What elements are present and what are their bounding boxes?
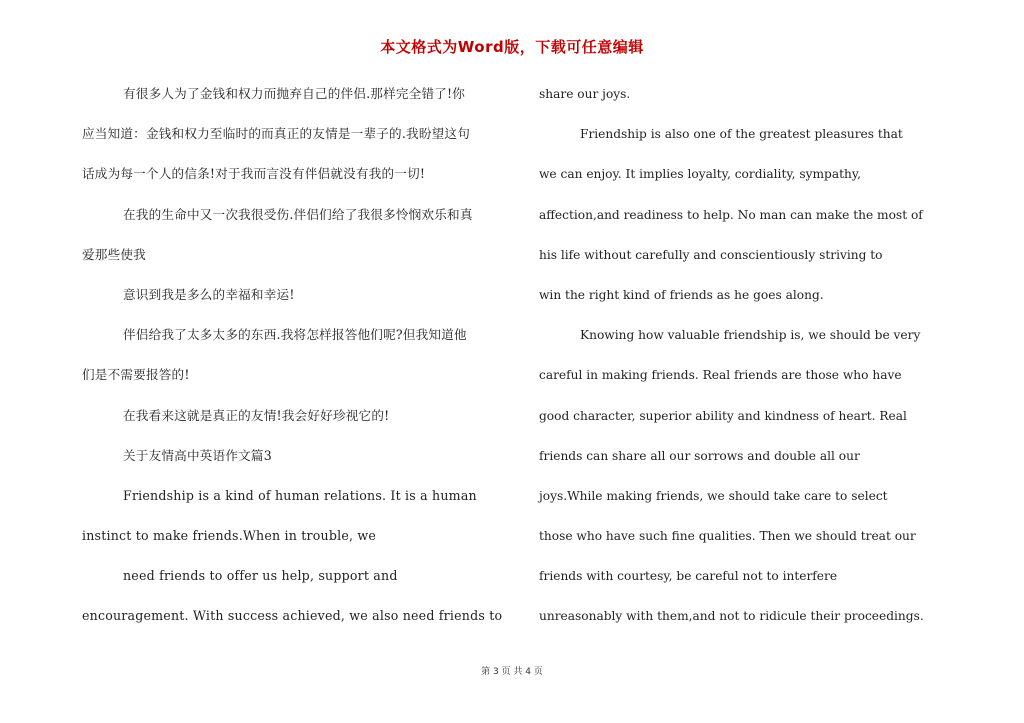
text-line: encouragement. With success achieved, we also need friends to bbox=[82, 608, 503, 624]
right-text-column bbox=[539, 80, 964, 643]
text-line: unreasonably with them,and not to ridicule their proceedings. bbox=[539, 609, 924, 624]
left-text-column bbox=[82, 80, 502, 643]
text-line: Friendship is also one of the greatest pleasures that bbox=[580, 127, 903, 142]
text-line: share our joys. bbox=[539, 87, 631, 101]
text-line: instinct to make friends.When in trouble, we bbox=[82, 528, 377, 544]
text-line: careful in making friends. Real friends are those who have bbox=[539, 368, 902, 383]
text-line: friends with courtesy, be careful not to interfere bbox=[539, 569, 838, 584]
page-header-title: 本文格式为Word版，下载可任意编辑 bbox=[380, 38, 644, 56]
text-line: need friends to offer us help, support and bbox=[123, 568, 398, 584]
text-line: 们是不需要报答的! bbox=[82, 367, 190, 383]
text-line: 意识到我是多么的幸福和幸运! bbox=[123, 286, 295, 302]
text-line: friends can share all our sorrows and double all our bbox=[539, 448, 860, 463]
text-line: 应当知道：金钱和权力至临时的而真正的友情是一辈子的.我盼望这句 bbox=[82, 126, 471, 142]
text-line: 话成为每一个人的信条!对于我而言没有伴侣就没有我的一切! bbox=[82, 166, 426, 182]
text-line: his life without carefully and conscientiously striving to bbox=[539, 247, 883, 262]
text-line: affection,and readiness to help. No man can make the most of bbox=[539, 207, 923, 222]
page-number: 第 3 页 共 4 页 bbox=[481, 667, 543, 677]
text-line: 有很多人为了金钱和权力而抛弃自己的伴侣.那样完全错了!你 bbox=[123, 86, 466, 101]
text-line: good character, superior ability and kindness of heart. Real bbox=[539, 408, 907, 423]
text-line: those who have such fine qualities. Then we should treat our bbox=[539, 529, 916, 544]
text-line: win the right kind of friends as he goes along. bbox=[539, 287, 824, 302]
text-line: joys.While making friends, we should take care to select bbox=[539, 488, 888, 503]
text-line: Knowing how valuable friendship is, we should be very bbox=[580, 328, 921, 343]
text-line: 在我看来这就是真正的友情!我会好好珍视它的! bbox=[123, 407, 390, 423]
section-heading: 关于友情高中英语作文篇3 bbox=[123, 447, 272, 463]
text-line: we can enjoy. It implies loyalty, cordiality, sympathy, bbox=[539, 167, 862, 182]
text-line: 在我的生命中又一次我很受伤.伴侣们给了我很多怜悯欢乐和真 bbox=[123, 206, 473, 222]
text-line: Friendship is a kind of human relations. It is a human bbox=[123, 487, 477, 503]
text-line: 伴侣给我了太多太多的东西.我将怎样报答他们呢?但我知道他 bbox=[123, 327, 467, 343]
text-line: 爱那些使我 bbox=[82, 246, 146, 262]
